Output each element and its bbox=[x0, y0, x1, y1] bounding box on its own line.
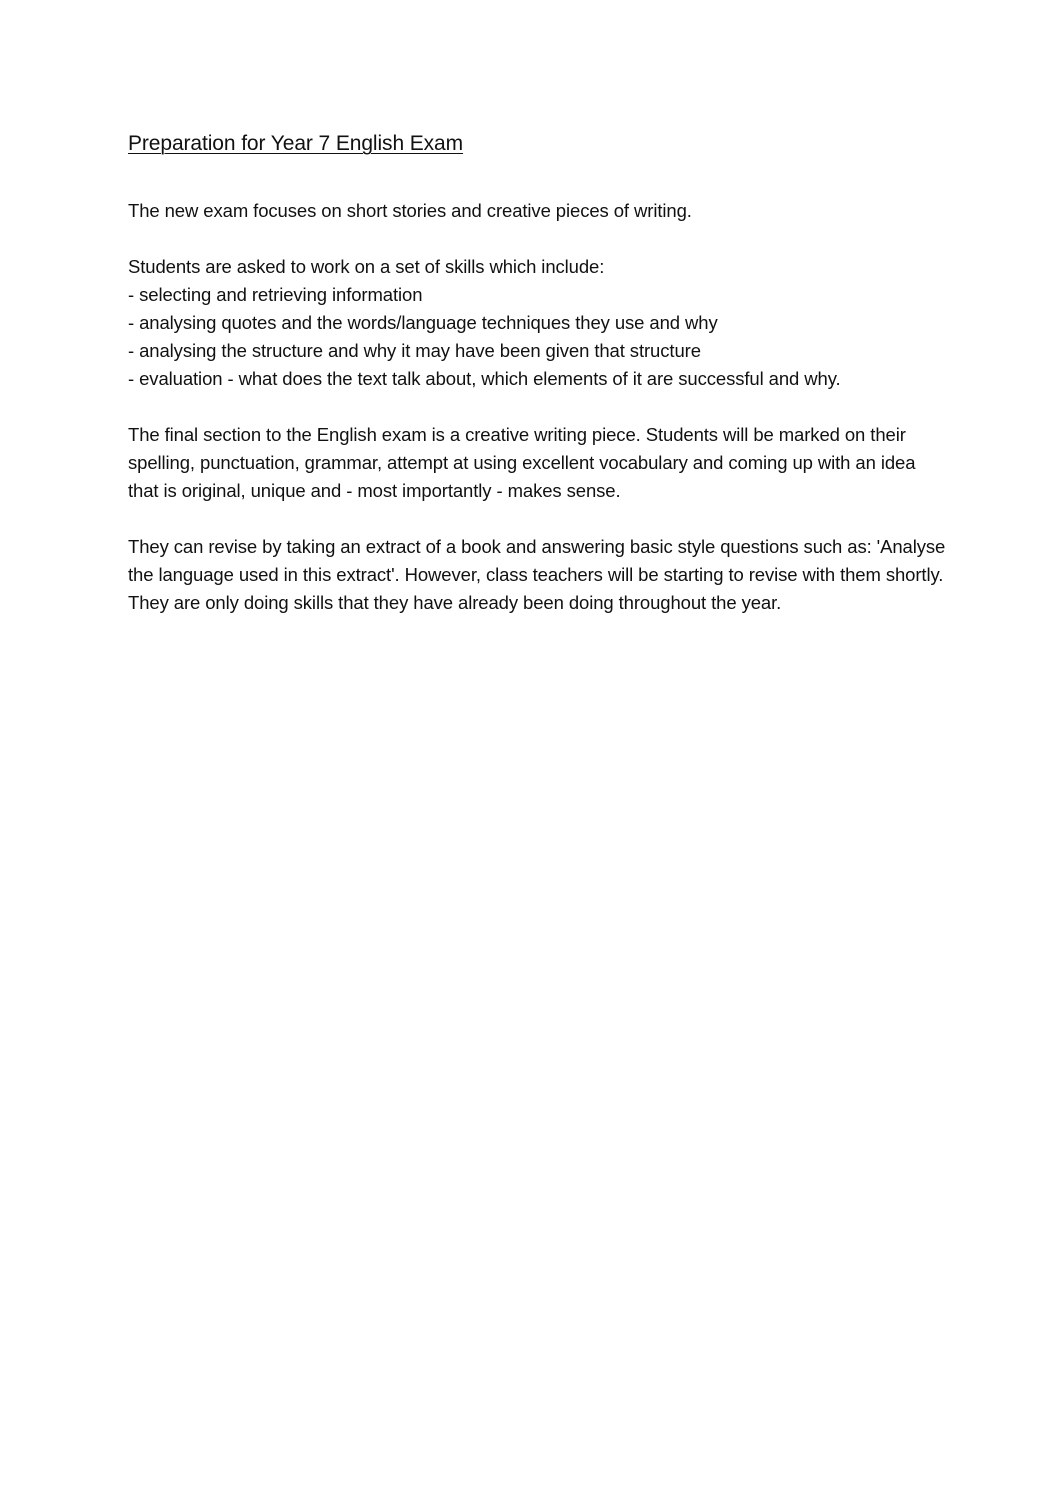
skills-list bbox=[128, 281, 948, 393]
skills-intro: Students are asked to work on a set of skills which include: bbox=[128, 256, 605, 277]
document-body bbox=[128, 127, 948, 617]
document-title: Preparation for Year 7 English Exam bbox=[128, 132, 464, 155]
intro-paragraph: The new exam focuses on short stories and creative pieces of writing. bbox=[128, 200, 692, 221]
skills-list-item: - evaluation - what does the text talk about, which elements of it are successful and why. bbox=[128, 368, 841, 389]
skills-list-item: - analysing quotes and the words/language techniques they use and why bbox=[128, 312, 718, 333]
skills-list-item: - selecting and retrieving information bbox=[128, 284, 423, 305]
creative-writing-paragraph: The final section to the English exam is a creative writing piece. Students will be marked on their spelling, punctuation, grammar, attempt at using excellent vocabulary and coming up with an idea that is original, unique and - most importantly - makes sense. bbox=[128, 424, 916, 501]
spacer bbox=[128, 225, 948, 253]
spacer bbox=[128, 393, 948, 421]
skills-list-item: - analysing the structure and why it may have been given that structure bbox=[128, 340, 701, 361]
spacer bbox=[128, 161, 948, 197]
revision-paragraph: They can revise by taking an extract of a book and answering basic style questions such as: 'Analyse the language used in this extract'. However, class teachers will be starting to revise with them shortly. They are only doing skills that they have already been doing throughout the year. bbox=[128, 536, 946, 613]
spacer bbox=[128, 505, 948, 533]
